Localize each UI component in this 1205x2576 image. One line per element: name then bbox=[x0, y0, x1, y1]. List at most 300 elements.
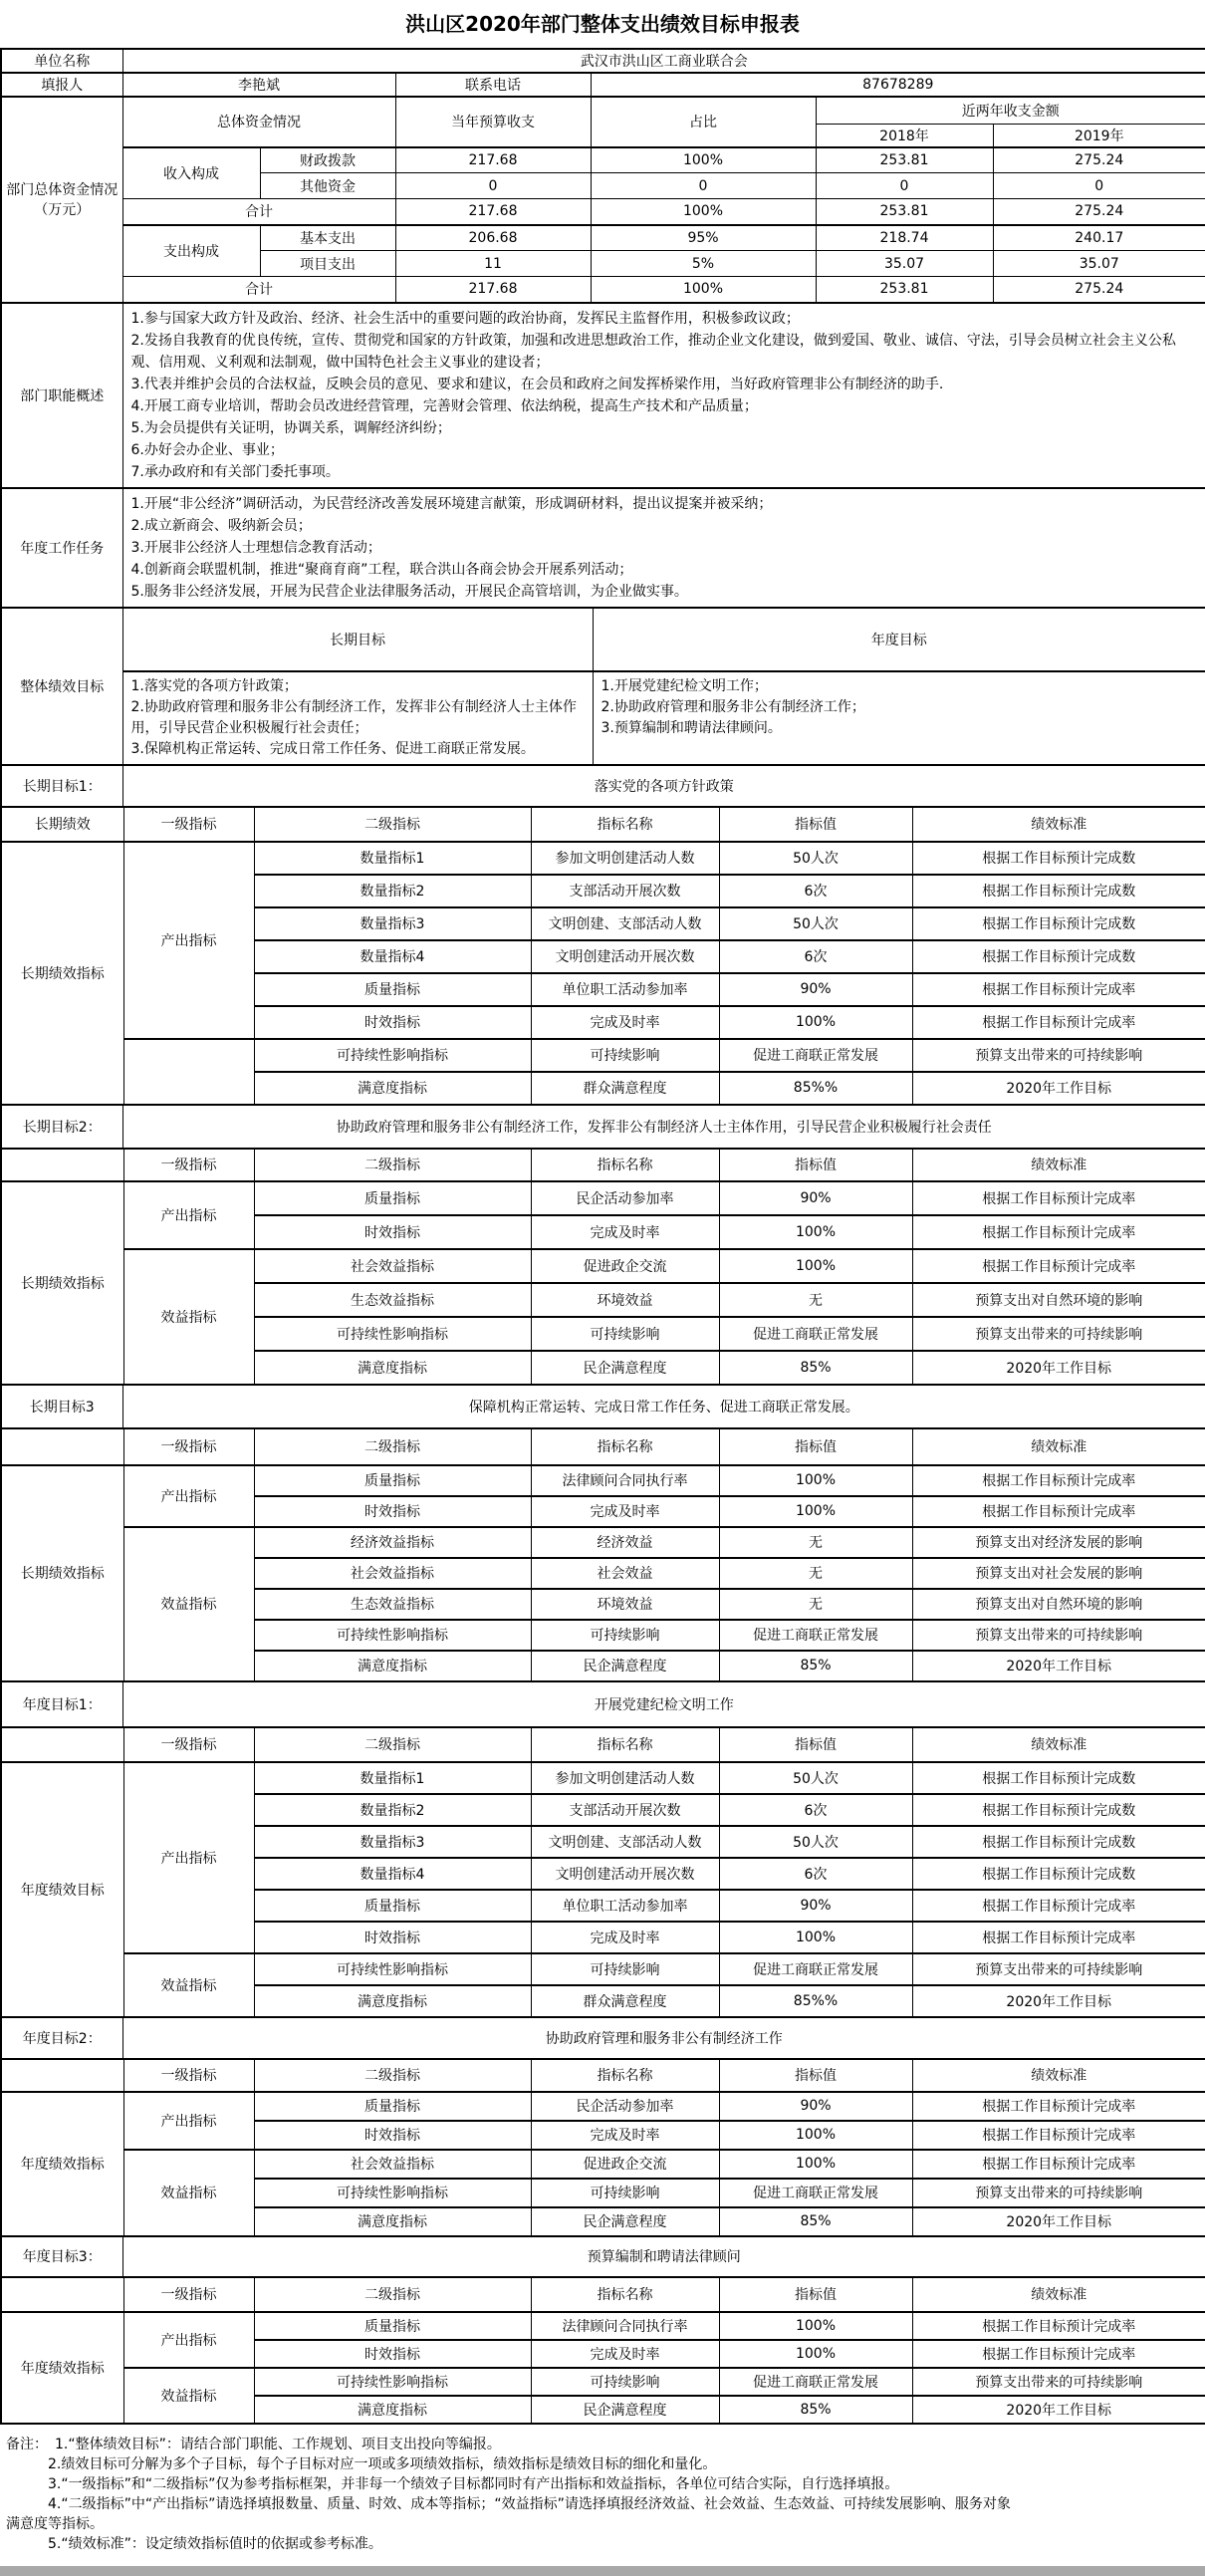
indicator-secondary: 时效指标 bbox=[254, 1922, 531, 1953]
expense-total-2019: 275.24 bbox=[993, 277, 1205, 303]
income-2019: 0 bbox=[993, 173, 1205, 199]
goal-label: 年度目标1： bbox=[1, 1681, 122, 1727]
indicator-value: 100% bbox=[719, 2312, 912, 2340]
goal-title-long-1 bbox=[0, 764, 1205, 808]
indicator-value: 100% bbox=[719, 1465, 912, 1496]
duty-line: 5.为会员提供有关证明，协调关系，调解经济纠纷； bbox=[130, 419, 451, 436]
indicator-secondary: 满意度指标 bbox=[254, 1072, 531, 1105]
indicator-secondary: 可持续性影响指标 bbox=[254, 1317, 531, 1351]
income-2018: 253.81 bbox=[816, 147, 993, 173]
header-name: 指标名称 bbox=[531, 1428, 719, 1465]
indicator-secondary: 满意度指标 bbox=[254, 2396, 531, 2424]
indicator-secondary: 时效指标 bbox=[254, 2340, 531, 2368]
header-name: 指标名称 bbox=[531, 807, 719, 842]
footnotes bbox=[0, 2425, 1205, 2558]
annual-goal-line: 2.协助政府管理和服务非公有制经济工作； bbox=[601, 698, 865, 715]
indicator-value: 100% bbox=[719, 1249, 912, 1283]
expense-budget: 11 bbox=[395, 251, 591, 277]
indicator-name: 经济效益 bbox=[531, 1527, 719, 1558]
income-budget: 0 bbox=[395, 173, 591, 199]
indicator-name: 民企满意程度 bbox=[531, 1351, 719, 1385]
indicator-name: 群众满意程度 bbox=[531, 1072, 719, 1105]
task-line: 2.成立新商会、吸纳新会员； bbox=[130, 517, 312, 534]
indicator-standard: 根据工作目标预计完成数 bbox=[912, 907, 1205, 940]
indicator-name: 文明创建、支部活动人数 bbox=[531, 1826, 719, 1858]
indicator-name: 促进政企交流 bbox=[531, 1249, 719, 1283]
indicator-name: 环境效益 bbox=[531, 1589, 719, 1620]
expense-total-budget: 217.68 bbox=[395, 277, 591, 303]
indicator-value: 50人次 bbox=[719, 1762, 912, 1794]
indicator-secondary: 可持续性影响指标 bbox=[254, 1039, 531, 1072]
indicator-name: 文明创建、支部活动人数 bbox=[531, 907, 719, 940]
header-l1: 一级指标 bbox=[123, 1149, 254, 1181]
indicator-secondary: 满意度指标 bbox=[254, 1351, 531, 1385]
indicator-secondary: 数量指标1 bbox=[254, 1762, 531, 1794]
side-label: 年度绩效指标 bbox=[1, 2092, 123, 2236]
indicator-secondary: 经济效益指标 bbox=[254, 1527, 531, 1558]
expense-item: 项目支出 bbox=[260, 251, 395, 277]
header-standard: 绩效标准 bbox=[912, 807, 1205, 842]
header-l1: 一级指标 bbox=[123, 1428, 254, 1465]
indicator-name: 可持续影响 bbox=[531, 2179, 719, 2207]
indicator-value: 85% bbox=[719, 1651, 912, 1681]
duties-table bbox=[0, 302, 1205, 489]
phone-label: 联系电话 bbox=[395, 73, 591, 97]
task-line: 4.创新商会联盟机制，推进“聚商育商”工程，联合洪山各商会协会开展系列活动； bbox=[130, 561, 633, 578]
indicator-value: 无 bbox=[719, 1589, 912, 1620]
indicator-name: 民企满意程度 bbox=[531, 2396, 719, 2424]
income-2018: 0 bbox=[816, 173, 993, 199]
income-ratio: 0 bbox=[591, 173, 816, 199]
task-line: 1.开展“非公经济”调研活动，为民营经济改善发展环境建言献策，形成调研材料，提出议提案并被采纳； bbox=[130, 495, 773, 512]
indicator-table-annual-3 bbox=[0, 2276, 1205, 2425]
income-item: 其他资金 bbox=[260, 173, 395, 199]
goal-text: 落实党的各项方针政策 bbox=[122, 765, 1205, 807]
duty-line: 1.参与国家大政方针及政治、经济、社会生活中的重要问题的政治协商，发挥民主监督作用，积极参政议政； bbox=[130, 310, 800, 327]
goal-label: 长期目标1： bbox=[1, 765, 122, 807]
note-line: 2.绩效目标可分解为多个子目标，每个子目标对应一项或多项绩效指标，绩效指标是绩效目标的细化和量化。 bbox=[48, 2455, 717, 2472]
note-line: 备注： 1.“整体绩效目标”：请结合部门职能、工作规划、项目支出投向等编报。 bbox=[6, 2436, 501, 2452]
indicator-secondary: 满意度指标 bbox=[254, 1985, 531, 2017]
goal-text: 保障机构正常运转、完成日常工作任务、促进工商联正常发展。 bbox=[122, 1385, 1205, 1428]
indicator-secondary: 生态效益指标 bbox=[254, 1589, 531, 1620]
indicator-name: 单位职工活动参加率 bbox=[531, 973, 719, 1006]
duty-line: 2.发扬自我教育的优良传统，宣传、贯彻党和国家的方针政策，加强和改进思想政治工作，推动企业文化建设，做到爱国、敬业、诚信、守法，引导会员树立社会主义公私观、信用观、义利观和法制观，做中国特色社会主义事业的建设者； bbox=[130, 332, 1176, 371]
duty-line: 6.办好会办企业、事业； bbox=[130, 441, 284, 458]
indicator-name: 参加文明创建活动人数 bbox=[531, 1762, 719, 1794]
header-l1: 一级指标 bbox=[123, 807, 254, 842]
indicator-standard: 2020年工作目标 bbox=[912, 1072, 1205, 1105]
indicator-value: 促进工商联正常发展 bbox=[719, 2368, 912, 2396]
expense-item: 基本支出 bbox=[260, 225, 395, 251]
goal-title-long-2 bbox=[0, 1104, 1205, 1150]
long-term-goal-text bbox=[122, 671, 593, 765]
indicator-standard: 预算支出带来的可持续影响 bbox=[912, 2368, 1205, 2396]
side-label: 年度绩效指标 bbox=[1, 2312, 123, 2424]
indicator-name: 参加文明创建活动人数 bbox=[531, 842, 719, 875]
side-header bbox=[1, 1727, 123, 1762]
indicator-value: 促进工商联正常发展 bbox=[719, 1953, 912, 1985]
expense-total-label: 合计 bbox=[122, 277, 395, 303]
indicator-name: 社会效益 bbox=[531, 1558, 719, 1589]
indicator-table-long-1 bbox=[0, 806, 1205, 1106]
reporter-label: 填报人 bbox=[1, 73, 122, 97]
indicator-name: 可持续影响 bbox=[531, 1317, 719, 1351]
indicator-standard: 2020年工作目标 bbox=[912, 1351, 1205, 1385]
indicator-value: 50人次 bbox=[719, 907, 912, 940]
goal-label: 年度目标2： bbox=[1, 2017, 122, 2059]
indicator-value: 6次 bbox=[719, 875, 912, 907]
funds-header-total: 总体资金情况 bbox=[122, 97, 395, 147]
header-standard: 绩效标准 bbox=[912, 1428, 1205, 1465]
indicator-name: 完成及时率 bbox=[531, 1006, 719, 1039]
indicator-secondary: 数量指标3 bbox=[254, 1826, 531, 1858]
overall-goals-label: 整体绩效目标 bbox=[1, 608, 122, 765]
indicator-value: 90% bbox=[719, 973, 912, 1006]
indicator-standard: 根据工作目标预计完成率 bbox=[912, 2340, 1205, 2368]
header-l2: 二级指标 bbox=[254, 1149, 531, 1181]
indicator-standard: 预算支出带来的可持续影响 bbox=[912, 1953, 1205, 1985]
indicator-standard: 根据工作目标预计完成率 bbox=[912, 1465, 1205, 1496]
goal-text: 协助政府管理和服务非公有制经济工作，发挥非公有制经济人士主体作用，引导民营企业积极履行社会责任 bbox=[122, 1105, 1205, 1149]
indicator-secondary: 数量指标1 bbox=[254, 842, 531, 875]
indicator-name: 民企满意程度 bbox=[531, 1651, 719, 1681]
header-l1: 一级指标 bbox=[123, 2277, 254, 2312]
indicator-standard: 根据工作目标预计完成率 bbox=[912, 2121, 1205, 2150]
goal-text: 协助政府管理和服务非公有制经济工作 bbox=[122, 2017, 1205, 2059]
funds-header-ratio: 占比 bbox=[591, 97, 816, 147]
side-header bbox=[1, 2059, 123, 2092]
indicator-name: 支部活动开展次数 bbox=[531, 875, 719, 907]
indicator-secondary: 质量指标 bbox=[254, 1181, 531, 1215]
expense-ratio: 95% bbox=[591, 225, 816, 251]
indicator-standard: 预算支出对自然环境的影响 bbox=[912, 1589, 1205, 1620]
income-budget: 217.68 bbox=[395, 147, 591, 173]
income-2019: 275.24 bbox=[993, 147, 1205, 173]
indicator-name: 促进政企交流 bbox=[531, 2150, 719, 2179]
header-l1: 一级指标 bbox=[123, 1727, 254, 1762]
indicator-secondary: 可持续性影响指标 bbox=[254, 1953, 531, 1985]
group-label: 效益指标 bbox=[123, 1527, 254, 1681]
indicator-standard: 根据工作目标预计完成率 bbox=[912, 1215, 1205, 1249]
indicator-value: 无 bbox=[719, 1527, 912, 1558]
indicator-standard: 预算支出对自然环境的影响 bbox=[912, 1283, 1205, 1317]
indicator-value: 6次 bbox=[719, 1858, 912, 1890]
indicator-value: 100% bbox=[719, 2121, 912, 2150]
group-label: 效益指标 bbox=[123, 1249, 254, 1385]
indicator-value: 90% bbox=[719, 1181, 912, 1215]
indicator-value: 100% bbox=[719, 2340, 912, 2368]
header-l2: 二级指标 bbox=[254, 807, 531, 842]
unit-name-value: 武汉市洪山区工商业联合会 bbox=[122, 49, 1205, 73]
expense-total-ratio: 100% bbox=[591, 277, 816, 303]
indicator-standard: 根据工作目标预计完成率 bbox=[912, 1006, 1205, 1039]
long-term-goal-header: 长期目标 bbox=[122, 608, 593, 671]
indicator-secondary: 数量指标4 bbox=[254, 1858, 531, 1890]
income-ratio: 100% bbox=[591, 147, 816, 173]
indicator-name: 民企满意程度 bbox=[531, 2207, 719, 2236]
header-standard: 绩效标准 bbox=[912, 1149, 1205, 1181]
indicator-standard: 2020年工作目标 bbox=[912, 2207, 1205, 2236]
header-name: 指标名称 bbox=[531, 1149, 719, 1181]
indicator-table-long-3 bbox=[0, 1427, 1205, 1682]
tasks-label: 年度工作任务 bbox=[1, 488, 122, 608]
indicator-secondary: 质量指标 bbox=[254, 1890, 531, 1922]
indicator-name: 完成及时率 bbox=[531, 1215, 719, 1249]
overall-goals-table bbox=[0, 607, 1205, 766]
phone-value: 87678289 bbox=[591, 73, 1205, 97]
indicator-secondary: 时效指标 bbox=[254, 1496, 531, 1527]
income-group-label: 收入构成 bbox=[122, 147, 260, 199]
indicator-name: 支部活动开展次数 bbox=[531, 1794, 719, 1826]
goal-title-annual-1 bbox=[0, 1680, 1205, 1728]
long-goal-line: 1.落实党的各项方针政策； bbox=[130, 677, 298, 694]
side-header: 长期绩效 bbox=[1, 807, 123, 842]
indicator-name: 可持续影响 bbox=[531, 2368, 719, 2396]
header-value: 指标值 bbox=[719, 1149, 912, 1181]
duties-text bbox=[122, 303, 1205, 488]
indicator-secondary: 质量指标 bbox=[254, 973, 531, 1006]
indicator-value: 100% bbox=[719, 1215, 912, 1249]
goal-text: 开展党建纪检文明工作 bbox=[122, 1681, 1205, 1727]
indicator-secondary: 质量指标 bbox=[254, 1465, 531, 1496]
indicator-standard: 预算支出带来的可持续影响 bbox=[912, 1039, 1205, 1072]
indicator-name: 文明创建活动开展次数 bbox=[531, 1858, 719, 1890]
indicator-name: 民企活动参加率 bbox=[531, 2092, 719, 2121]
indicator-name: 环境效益 bbox=[531, 1283, 719, 1317]
indicator-value: 85%% bbox=[719, 1985, 912, 2017]
tasks-table bbox=[0, 487, 1205, 609]
expense-2019: 240.17 bbox=[993, 225, 1205, 251]
indicator-value: 100% bbox=[719, 1006, 912, 1039]
indicator-secondary: 数量指标2 bbox=[254, 1794, 531, 1826]
goal-label: 长期目标2： bbox=[1, 1105, 122, 1149]
indicator-value: 85% bbox=[719, 1351, 912, 1385]
header-value: 指标值 bbox=[719, 807, 912, 842]
indicator-secondary: 时效指标 bbox=[254, 1006, 531, 1039]
note-line: 满意度等指标。 bbox=[6, 2515, 104, 2532]
indicator-value: 90% bbox=[719, 2092, 912, 2121]
indicator-standard: 根据工作目标预计完成数 bbox=[912, 1858, 1205, 1890]
header-value: 指标值 bbox=[719, 1727, 912, 1762]
indicator-name: 可持续影响 bbox=[531, 1620, 719, 1651]
indicator-name: 完成及时率 bbox=[531, 2340, 719, 2368]
indicator-standard: 根据工作目标预计完成数 bbox=[912, 1826, 1205, 1858]
expense-ratio: 5% bbox=[591, 251, 816, 277]
expense-group-label: 支出构成 bbox=[122, 225, 260, 277]
side-label: 长期绩效指标 bbox=[1, 1181, 123, 1385]
indicator-name: 法律顾问合同执行率 bbox=[531, 1465, 719, 1496]
indicator-name: 完成及时率 bbox=[531, 1922, 719, 1953]
group-label: 产出指标 bbox=[123, 2312, 254, 2368]
indicator-secondary: 时效指标 bbox=[254, 2121, 531, 2150]
header-name: 指标名称 bbox=[531, 1727, 719, 1762]
note-line: 5.“绩效标准”：设定绩效指标值时的依据或参考标准。 bbox=[48, 2535, 382, 2552]
side-label: 长期绩效指标 bbox=[1, 1465, 123, 1681]
indicator-standard: 根据工作目标预计完成率 bbox=[912, 2150, 1205, 2179]
long-goal-line: 2.协助政府管理和服务非公有制经济工作，发挥非公有制经济人士主体作用，引导民营企业积极履行社会责任； bbox=[130, 698, 577, 736]
indicator-value: 50人次 bbox=[719, 1826, 912, 1858]
indicator-standard: 根据工作目标预计完成数 bbox=[912, 1762, 1205, 1794]
goal-title-annual-3 bbox=[0, 2235, 1205, 2278]
goal-title-annual-2 bbox=[0, 2016, 1205, 2060]
group-label: 效益指标 bbox=[123, 1953, 254, 2017]
tasks-text bbox=[122, 488, 1205, 608]
indicator-secondary: 满意度指标 bbox=[254, 1651, 531, 1681]
indicator-name: 可持续影响 bbox=[531, 1039, 719, 1072]
income-total-budget: 217.68 bbox=[395, 199, 591, 225]
funds-header-2018: 2018年 bbox=[816, 124, 993, 147]
long-goal-line: 3.保障机构正常运转、完成日常工作任务、促进工商联正常发展。 bbox=[130, 740, 535, 757]
indicator-name: 可持续影响 bbox=[531, 1953, 719, 1985]
group-label: 产出指标 bbox=[123, 1181, 254, 1249]
indicator-standard: 根据工作目标预计完成率 bbox=[912, 1890, 1205, 1922]
funds-header-2019: 2019年 bbox=[993, 124, 1205, 147]
info-funds-table bbox=[0, 48, 1205, 304]
header-l2: 二级指标 bbox=[254, 1727, 531, 1762]
goal-label: 长期目标3 bbox=[1, 1385, 122, 1428]
indicator-value: 促进工商联正常发展 bbox=[719, 2179, 912, 2207]
income-total-ratio: 100% bbox=[591, 199, 816, 225]
indicator-value: 90% bbox=[719, 1890, 912, 1922]
indicator-value: 100% bbox=[719, 2150, 912, 2179]
indicator-standard: 预算支出带来的可持续影响 bbox=[912, 2179, 1205, 2207]
page-title: 洪山区2020年部门整体支出绩效目标申报表 bbox=[405, 12, 800, 36]
indicator-table-annual-1 bbox=[0, 1726, 1205, 2018]
indicator-secondary: 可持续性影响指标 bbox=[254, 1620, 531, 1651]
indicator-secondary: 数量指标3 bbox=[254, 907, 531, 940]
indicator-value: 100% bbox=[719, 1496, 912, 1527]
group-label: 产出指标 bbox=[123, 1762, 254, 1953]
income-total-2018: 253.81 bbox=[816, 199, 993, 225]
duty-line: 7.承办政府和有关部门委托事项。 bbox=[130, 463, 340, 480]
expense-2018: 218.74 bbox=[816, 225, 993, 251]
indicator-standard: 预算支出对社会发展的影响 bbox=[912, 1558, 1205, 1589]
indicator-standard: 根据工作目标预计完成率 bbox=[912, 2312, 1205, 2340]
indicator-standard: 2020年工作目标 bbox=[912, 1651, 1205, 1681]
header-standard: 绩效标准 bbox=[912, 2277, 1205, 2312]
expense-2018: 35.07 bbox=[816, 251, 993, 277]
indicator-secondary: 社会效益指标 bbox=[254, 1249, 531, 1283]
indicator-secondary: 数量指标2 bbox=[254, 875, 531, 907]
group-label: 效益指标 bbox=[123, 2150, 254, 2236]
side-label: 年度绩效目标 bbox=[1, 1762, 123, 2017]
indicator-value: 6次 bbox=[719, 1794, 912, 1826]
indicator-standard: 2020年工作目标 bbox=[912, 2396, 1205, 2424]
duty-line: 4.开展工商专业培训，帮助会员改进经营管理，完善财会管理、依法纳税，提高生产技术和产品质量； bbox=[130, 397, 758, 414]
note-line: 3.“一级指标”和“二级指标”仅为参考指标框架，并非每一个绩效子目标都同时有产出指标和效益指标，各单位可结合实际，自行选择填报。 bbox=[48, 2475, 899, 2492]
indicator-value: 促进工商联正常发展 bbox=[719, 1317, 912, 1351]
indicator-standard: 根据工作目标预计完成率 bbox=[912, 973, 1205, 1006]
side-label: 长期绩效指标 bbox=[1, 842, 123, 1105]
indicator-standard: 2020年工作目标 bbox=[912, 1985, 1205, 2017]
header-standard: 绩效标准 bbox=[912, 1727, 1205, 1762]
annual-goal-header: 年度目标 bbox=[593, 608, 1205, 671]
group-label: 产出指标 bbox=[123, 2092, 254, 2150]
indicator-secondary: 时效指标 bbox=[254, 1215, 531, 1249]
reporter-name: 李艳斌 bbox=[122, 73, 395, 97]
unit-name-label: 单位名称 bbox=[1, 49, 122, 73]
indicator-name: 法律顾问合同执行率 bbox=[531, 2312, 719, 2340]
annual-goal-line: 1.开展党建纪检文明工作； bbox=[601, 677, 768, 694]
indicator-secondary: 质量指标 bbox=[254, 2092, 531, 2121]
header-l2: 二级指标 bbox=[254, 2059, 531, 2092]
header-name: 指标名称 bbox=[531, 2277, 719, 2312]
indicator-value: 促进工商联正常发展 bbox=[719, 1039, 912, 1072]
income-total-label: 合计 bbox=[122, 199, 395, 225]
indicator-name: 群众满意程度 bbox=[531, 1985, 719, 2017]
indicator-standard: 根据工作目标预计完成率 bbox=[912, 1249, 1205, 1283]
goal-title-long-3 bbox=[0, 1384, 1205, 1429]
annual-goal-text bbox=[593, 671, 1205, 765]
group-label: 产出指标 bbox=[123, 842, 254, 1039]
indicator-secondary: 社会效益指标 bbox=[254, 1558, 531, 1589]
indicator-secondary: 生态效益指标 bbox=[254, 1283, 531, 1317]
funds-section-label: 部门总体资金情况（万元） bbox=[1, 97, 122, 303]
header-value: 指标值 bbox=[719, 2059, 912, 2092]
indicator-value: 100% bbox=[719, 1922, 912, 1953]
indicator-standard: 根据工作目标预计完成数 bbox=[912, 1794, 1205, 1826]
indicator-standard: 根据工作目标预计完成数 bbox=[912, 842, 1205, 875]
indicator-value: 促进工商联正常发展 bbox=[719, 1620, 912, 1651]
indicator-secondary: 满意度指标 bbox=[254, 2207, 531, 2236]
indicator-secondary: 质量指标 bbox=[254, 2312, 531, 2340]
indicator-name: 完成及时率 bbox=[531, 1496, 719, 1527]
task-line: 3.开展非公经济人士理想信念教育活动； bbox=[130, 539, 381, 556]
indicator-secondary: 可持续性影响指标 bbox=[254, 2179, 531, 2207]
header-value: 指标值 bbox=[719, 1428, 912, 1465]
expense-2019: 35.07 bbox=[993, 251, 1205, 277]
indicator-name: 文明创建活动开展次数 bbox=[531, 940, 719, 973]
indicator-secondary: 数量指标4 bbox=[254, 940, 531, 973]
indicator-value: 85% bbox=[719, 2396, 912, 2424]
duty-line: 3.代表并维护会员的合法权益，反映会员的意见、要求和建议，在会员和政府之间发挥桥梁作用，当好政府管理非公有制经济的助手. bbox=[130, 376, 944, 392]
task-line: 5.服务非公经济发展，开展为民营企业法律服务活动，开展民企高管培训，为企业做实事。 bbox=[130, 583, 688, 600]
indicator-value: 6次 bbox=[719, 940, 912, 973]
indicator-standard: 根据工作目标预计完成率 bbox=[912, 1496, 1205, 1527]
expense-total-2018: 253.81 bbox=[816, 277, 993, 303]
page-bottom-divider bbox=[0, 2566, 1205, 2576]
annual-goal-line: 3.预算编制和聘请法律顾问。 bbox=[601, 719, 782, 736]
income-item: 财政拨款 bbox=[260, 147, 395, 173]
note-line: 4.“二级指标”中“产出指标”请选择填报数量、质量、时效、成本等指标；“效益指标”请选择填报经济效益、社会效益、生态效益、可持续发展影响、服务对象 bbox=[48, 2495, 1011, 2512]
indicator-value: 无 bbox=[719, 1283, 912, 1317]
indicator-value: 85%% bbox=[719, 1072, 912, 1105]
indicator-value: 50人次 bbox=[719, 842, 912, 875]
header-name: 指标名称 bbox=[531, 2059, 719, 2092]
group-label bbox=[123, 1039, 254, 1105]
header-l2: 二级指标 bbox=[254, 2277, 531, 2312]
indicator-value: 85% bbox=[719, 2207, 912, 2236]
indicator-secondary: 社会效益指标 bbox=[254, 2150, 531, 2179]
header-value: 指标值 bbox=[719, 2277, 912, 2312]
indicator-standard: 根据工作目标预计完成率 bbox=[912, 1181, 1205, 1215]
indicator-table-annual-2 bbox=[0, 2058, 1205, 2237]
funds-header-recent: 近两年收支金额 bbox=[816, 97, 1205, 124]
indicator-standard: 预算支出带来的可持续影响 bbox=[912, 1620, 1205, 1651]
header-l1: 一级指标 bbox=[123, 2059, 254, 2092]
indicator-standard: 根据工作目标预计完成率 bbox=[912, 2092, 1205, 2121]
group-label: 效益指标 bbox=[123, 2368, 254, 2424]
indicator-standard: 预算支出带来的可持续影响 bbox=[912, 1317, 1205, 1351]
indicator-value: 无 bbox=[719, 1558, 912, 1589]
indicator-table-long-2 bbox=[0, 1148, 1205, 1386]
indicator-standard: 根据工作目标预计完成数 bbox=[912, 940, 1205, 973]
indicator-standard: 根据工作目标预计完成数 bbox=[912, 875, 1205, 907]
goal-text: 预算编制和聘请法律顾问 bbox=[122, 2236, 1205, 2277]
funds-header-budget: 当年预算收支 bbox=[395, 97, 591, 147]
duties-label: 部门职能概述 bbox=[1, 303, 122, 488]
